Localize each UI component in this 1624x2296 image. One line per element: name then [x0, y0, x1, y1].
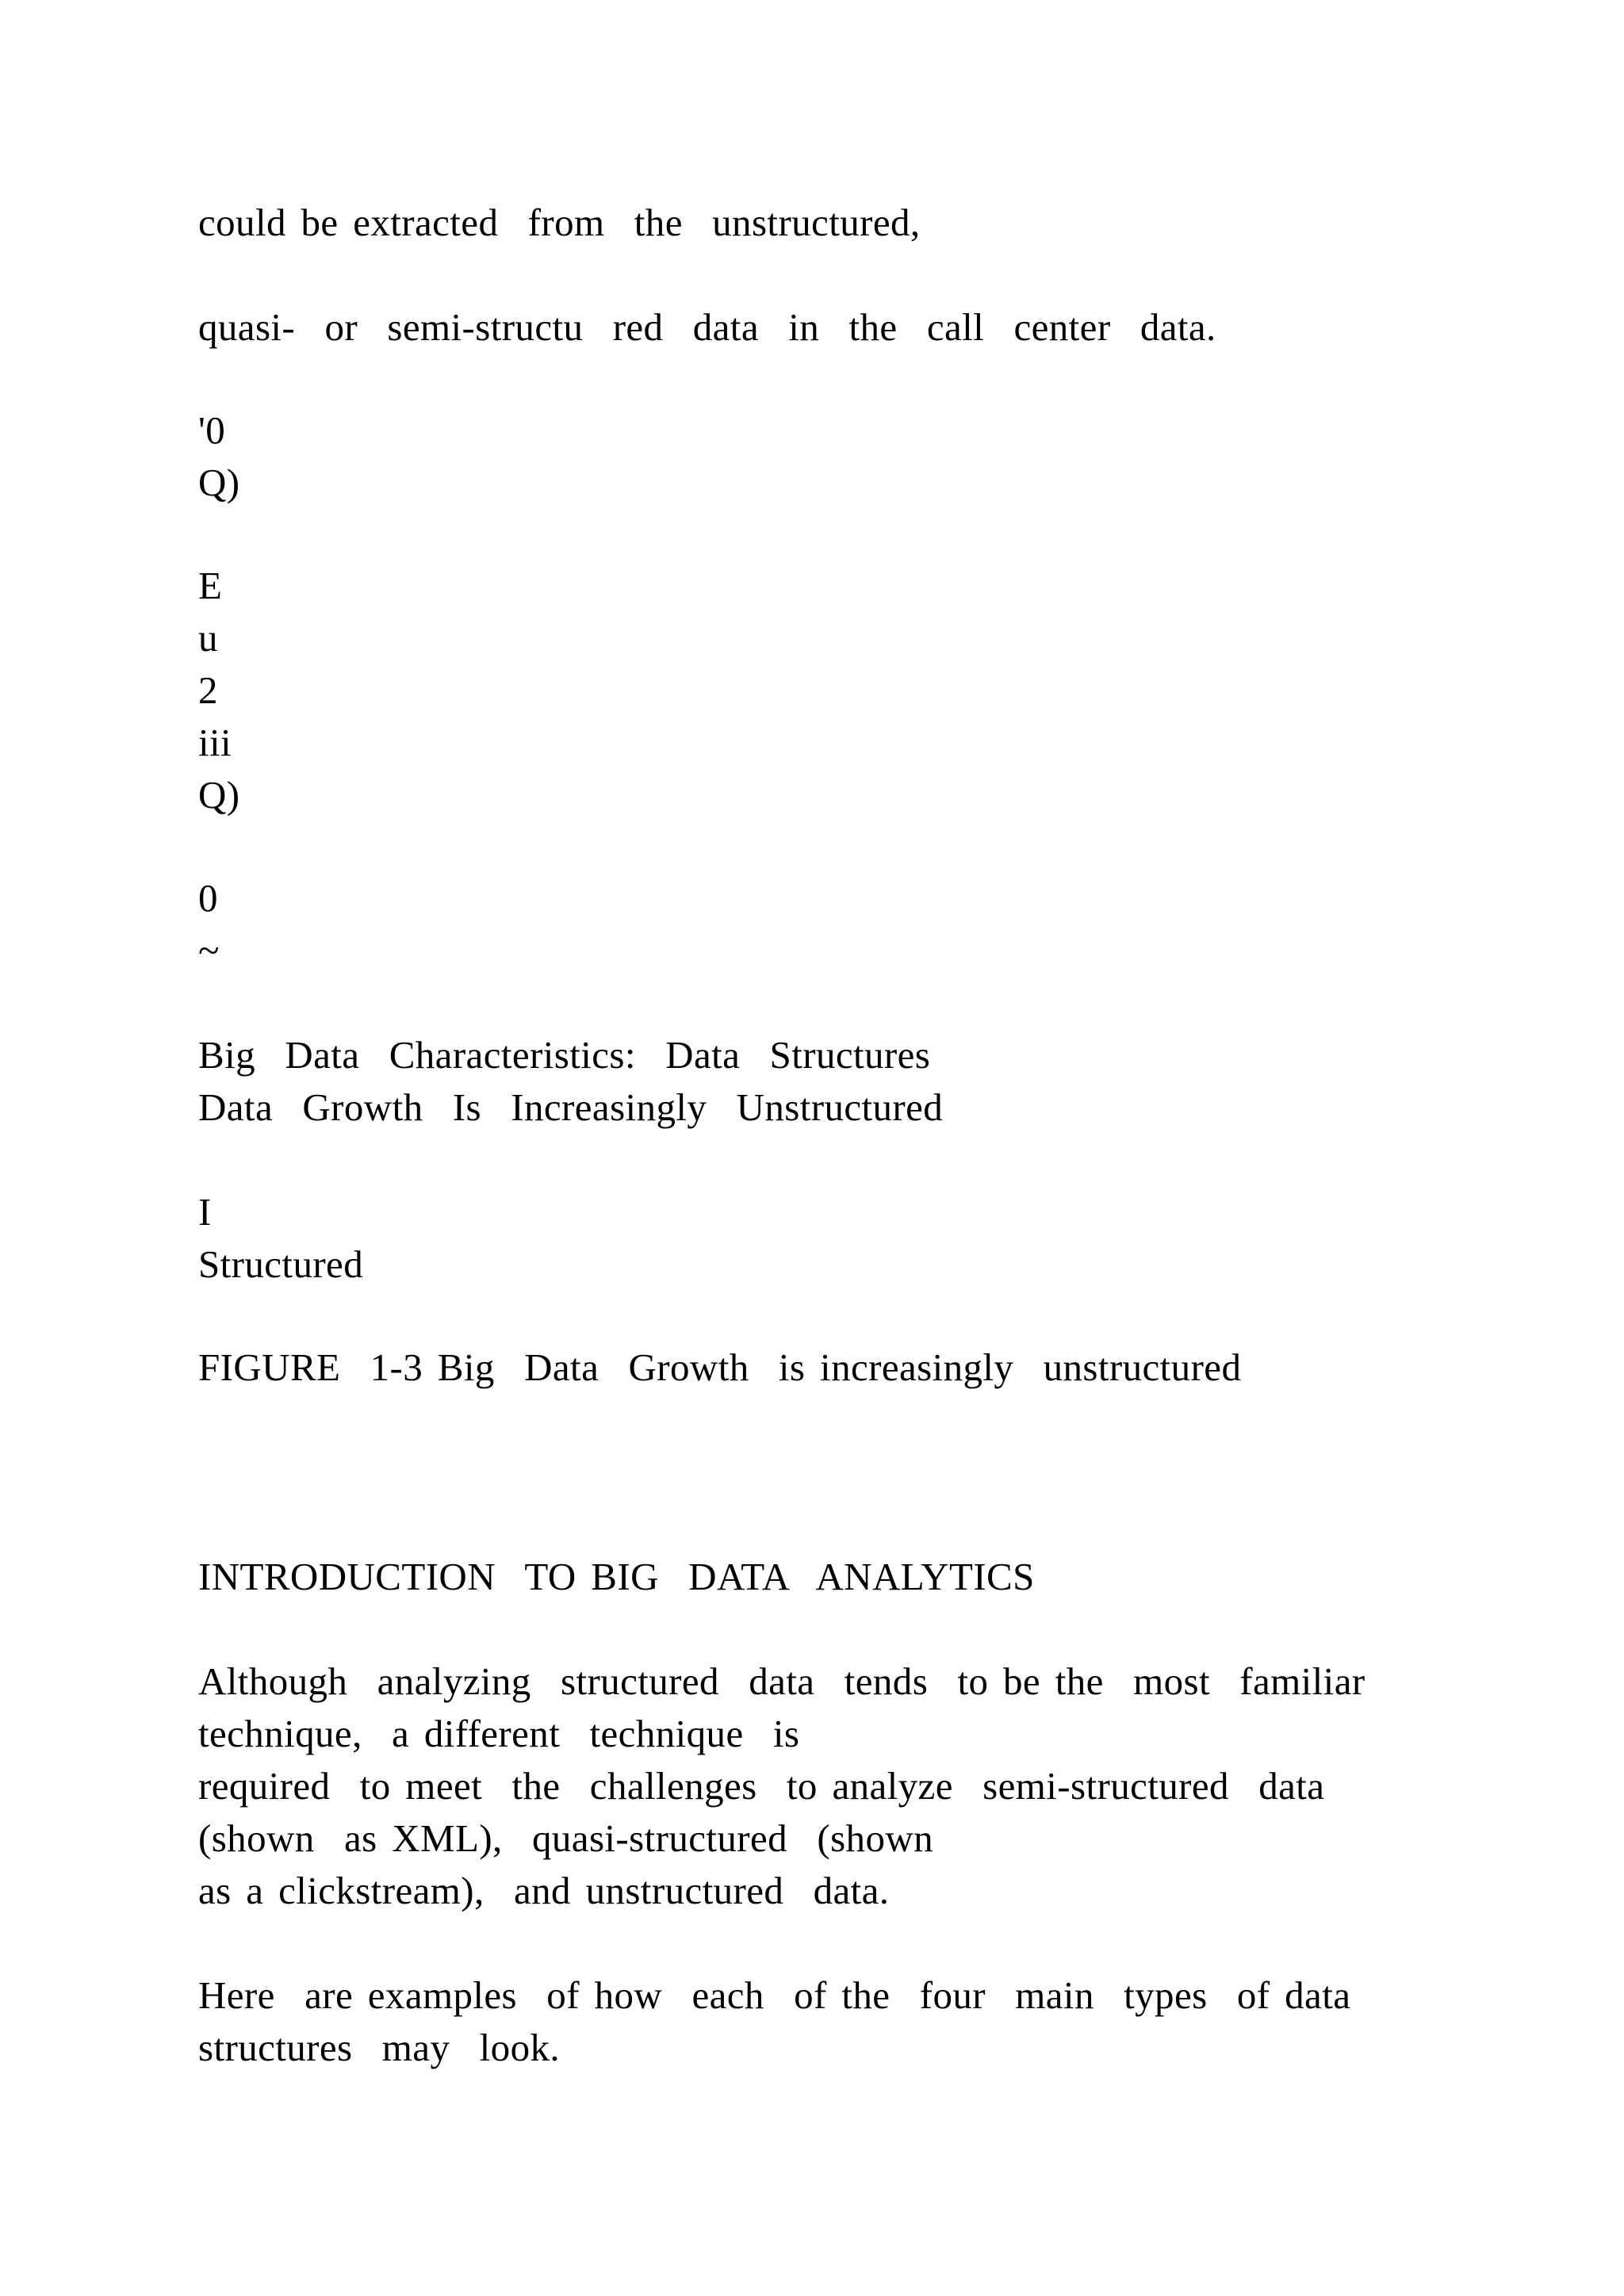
paragraph-line: (shown as XML), quasi-structured (shown	[198, 1816, 934, 1860]
text-line: Q)	[198, 773, 240, 817]
figure-heading: Data Growth Is Increasingly Unstructured	[198, 1085, 944, 1129]
text-line: '0	[198, 408, 226, 452]
text-line: iii	[198, 721, 232, 764]
paragraph-line: as a clickstream), and unstructured data.	[198, 1869, 890, 1912]
paragraph-line: Here are examples of how each of the four main types of data	[198, 1973, 1351, 2017]
text-line: E	[198, 564, 223, 607]
text-line: could be extracted from the unstructured,	[198, 201, 921, 244]
paragraph-line: required to meet the challenges to analyze semi-structured data	[198, 1764, 1325, 1808]
figure-heading: Big Data Characteristics: Data Structures	[198, 1033, 931, 1077]
figure-caption: FIGURE 1-3 Big Data Growth is increasingly unstructured	[198, 1345, 1242, 1389]
text-line: ~	[198, 928, 220, 972]
text-line: I	[198, 1190, 212, 1234]
paragraph-line: technique, a different technique is	[198, 1712, 800, 1755]
text-line: 2	[198, 668, 218, 712]
text-line: u	[198, 616, 218, 660]
paragraph-line: Although analyzing structured data tends to be the most familiar	[198, 1659, 1365, 1703]
section-heading: INTRODUCTION TO BIG DATA ANALYTICS	[198, 1555, 1035, 1598]
text-line: Structured	[198, 1242, 364, 1286]
paragraph-line: structures may look.	[198, 2026, 561, 2069]
text-line: 0	[198, 876, 218, 920]
text-line: quasi- or semi-structu red data in the call center data.	[198, 305, 1216, 349]
text-line: Q)	[198, 461, 240, 504]
